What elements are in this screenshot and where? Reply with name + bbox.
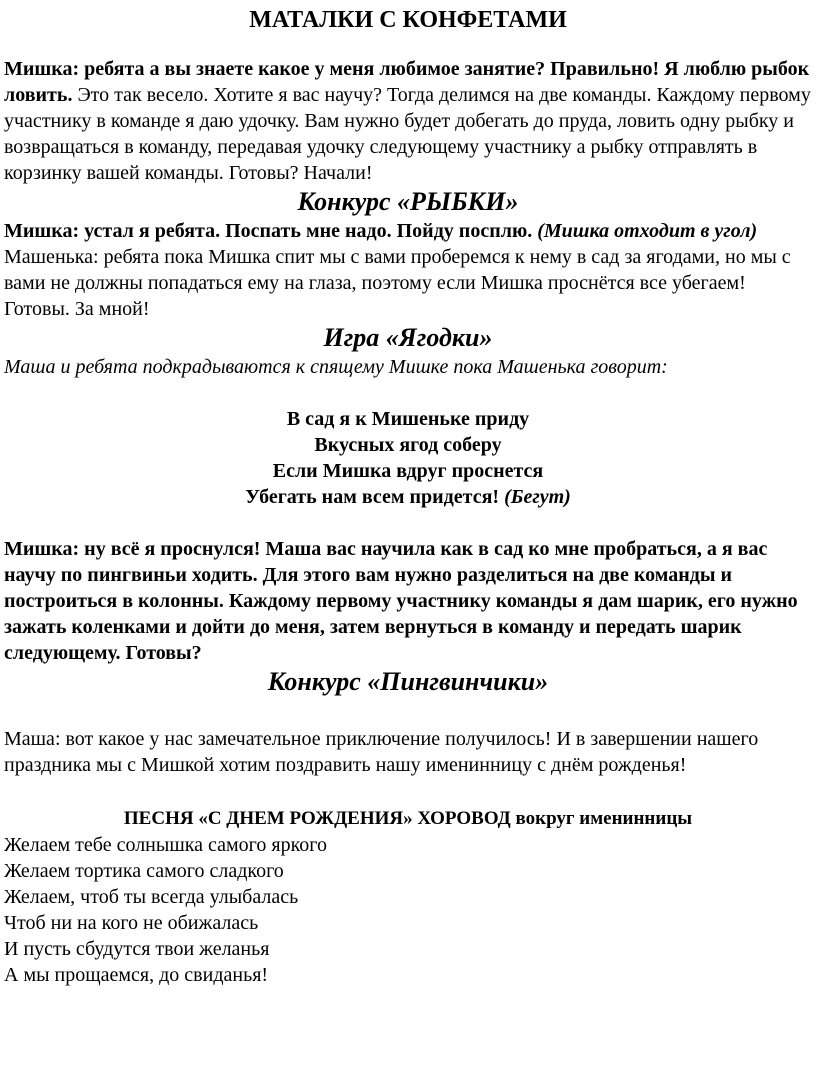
poem-line: Вкусных ягод соберу — [314, 434, 502, 456]
song-line: Желаем, чтоб ты всегда улыбалась — [4, 886, 299, 908]
song-title: ПЕСНЯ «С ДНЕМ РОЖДЕНИЯ» ХОРОВОД вокруг именинницы — [123, 808, 693, 829]
poem-block — [4, 406, 812, 510]
stage-direction: (Бегут) — [499, 486, 571, 508]
song-lyrics — [4, 832, 812, 988]
document-title: МАТАЛКИ С КОНФЕТАМИ — [249, 7, 567, 33]
song-line: А мы прощаемся, до свиданья! — [4, 964, 269, 986]
song-line: И пусть сбудутся твои желанья — [4, 938, 270, 960]
paragraph-stage-direction: Маша и ребята подкрадываются к спящему Мишке пока Машенька говорит: — [4, 356, 668, 378]
paragraph-text: Это так весело. Хотите я вас научу? Тогда делимся на две команды. Каждому первому участнику в команде я даю удочку. Вам нужно будет добегать до пруда, ловить одну рыбку и возвращаться в команду, передавая удочку следующему участнику а рыбку отправлять в корзинку вашей команды. Готовы? Начали! — [4, 84, 811, 184]
paragraph-mashenka: Машенька: ребята пока Мишка спит мы с вами проберемся к нему в сад за ягодами, но мы с вами не должны попадаться ему на глаза, поэтому если Мишка проснётся все убегаем! Готовы. За мной! — [4, 246, 791, 320]
song-line: Желаем тортика самого сладкого — [4, 860, 284, 882]
section-heading-fish-contest: Конкурс «РЫБКИ» — [297, 187, 519, 216]
song-line: Чтоб ни на кого не обижалась — [4, 912, 259, 934]
poem-line: Если Мишка вдруг проснется — [272, 460, 544, 482]
paragraph-misha-penguins: Мишка: ну всё я проснулся! Маша вас научила как в сад ко мне пробраться, а я вас научу по пингвиньи ходить. Для этого вам нужно разделиться на две команды и построиться в колонны. Каждому первому участнику команды я дам шарик, его нужно зажать коленками и дойти до меня, затем вернуться в команду и передать шарик следующему. Готовы? — [4, 538, 798, 664]
song-line: Желаем тебе солнышка самого яркого — [4, 834, 327, 856]
speaker-line-bold: Мишка: устал я ребята. Поспать мне надо. Пойду посплю. — [4, 220, 533, 242]
section-heading-berries-game: Игра «Ягодки» — [323, 323, 493, 352]
poem-line — [4, 484, 812, 510]
stage-direction: (Мишка отходит в угол) — [532, 220, 758, 242]
speaker-line-bold: Мишка: ребята а вы знаете какое у меня любимое занятие? Правильно! Я люблю рыбок ловить. — [4, 58, 810, 106]
poem-line: В сад я к Мишеньке приду — [286, 408, 530, 430]
section-heading-penguins-contest: Конкурс «Пингвинчики» — [267, 667, 549, 696]
paragraph-masha-congrats: Маша: вот какое у нас замечательное приключение получилось! И в завершении нашего праздника мы с Мишкой хотим поздравить нашу именинницу с днём рожденья! — [4, 728, 759, 776]
paragraph-misha-fishing — [4, 56, 812, 186]
paragraph-misha-sleep — [4, 218, 812, 244]
poem-line-text: Убегать нам всем придется! — [245, 486, 500, 508]
